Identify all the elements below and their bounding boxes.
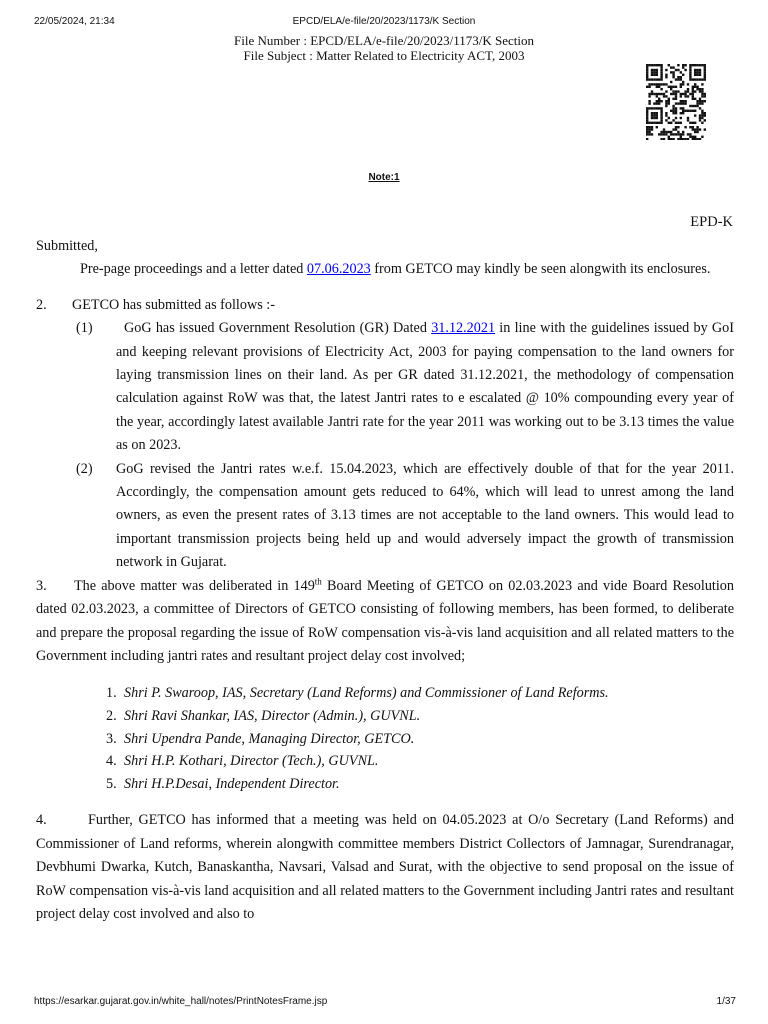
note-body	[36, 235, 734, 926]
file-subject: File Subject : Matter Related to Electricity ACT, 2003	[243, 48, 525, 63]
paragraph-2: 2. GETCO has submitted as follows :-	[36, 296, 275, 313]
list-item: 2. Shri Ravi Shankar, IAS, Director (Admin.), GUVNL.	[106, 707, 421, 724]
letter-date-link[interactable]: 07.06.2023	[306, 261, 371, 278]
submitted-line: Submitted,	[36, 238, 98, 254]
list-item: 4. Shri H.P. Kothari, Director (Tech.), GUVNL.	[106, 753, 379, 770]
qr-code-icon	[646, 64, 706, 140]
list-item: 1. Shri P. Swaroop, IAS, Secretary (Land Reforms) and Commissioner of Land Reforms.	[106, 685, 609, 702]
list-item: 3. Shri Upendra Pande, Managing Director, GETCO.	[106, 730, 415, 747]
committee-members-list	[36, 682, 734, 795]
list-item: 5. Shri H.P.Desai, Independent Director.	[106, 775, 340, 792]
print-doc-ref: EPCD/ELA/e-file/20/2023/1173/K Section	[292, 16, 476, 27]
note-label: Note:1	[368, 172, 400, 183]
gr-date-link[interactable]: 31.12.2021	[431, 320, 496, 337]
page-number: 1/37	[716, 996, 736, 1007]
list-item: (2) GoG revised the Jantri rates w.e.f. 15.04.2023, which are effectively double of that for the year 2011. Accordingly, the compensation amount gets reduced to 64%, which will lead to unrest among the land owners, as even the present rates of 3.13 times are not acceptable to the land owners. This would lead to important transmission projects being held up and would adversely impact the growth of transmission network in Gujarat.	[76, 460, 734, 571]
list-item: (1) GoG has issued Government Resolution (GR) Dated 31.12.2021 in line with the guidelines issued by GoI and keeping relevant provisions of Electricity Act, 2003 for paying compensation to the land owners for laying transmission lines on their land. As per GR dated 31.12.2021, the methodology of compensation calculation against RoW was that, the latest Jantri rates to e escalated @ 10% compounding every year of the year, accordingly latest available Jantri rate for the year 2011 was working out to be 3.13 times the value as on 2023.	[76, 320, 734, 454]
section-tag: EPD-K	[690, 214, 733, 230]
file-number: File Number : EPCD/ELA/e-file/20/2023/1173/K Section	[234, 33, 534, 48]
print-datetime: 22/05/2024, 21:34	[34, 16, 115, 27]
paragraph-4: 4. Further, GETCO has informed that a meeting was held on 04.05.2023 at O/o Secretary (Land Reforms) and Commissioner of Land reforms, wherein alongwith committee members District Collectors of Jamnagar, Surendranagar, Devbhumi Dwarka, Kutch, Banaskantha, Navsari, Valsad and Surat, with the objective to send proposal on the issue of RoW compensation vis-à-vis land acquisition and all related matters to the Government including Jantri rates and resultant project delay cost involved and also to	[36, 812, 734, 922]
paragraph-3: 3. The above matter was deliberated in 149th Board Meeting of GETCO on 02.03.2023 and vide Board Resolution dated 02.03.2023, a committee of Directors of GETCO consisting of following members, has been formed, to deliberate and prepare the proposal regarding the issue of RoW compensation vis-à-vis land acquisition and all related matters to the Government including jantri rates and resultant project delay cost involved;	[36, 575, 734, 664]
paragraph-1: Pre-page proceedings and a letter dated 07.06.2023 from GETCO may kindly be seen alongwith its enclosures.	[80, 261, 711, 278]
print-url: https://esarkar.gujarat.gov.in/white_hall/notes/PrintNotesFrame.jsp	[34, 996, 328, 1007]
